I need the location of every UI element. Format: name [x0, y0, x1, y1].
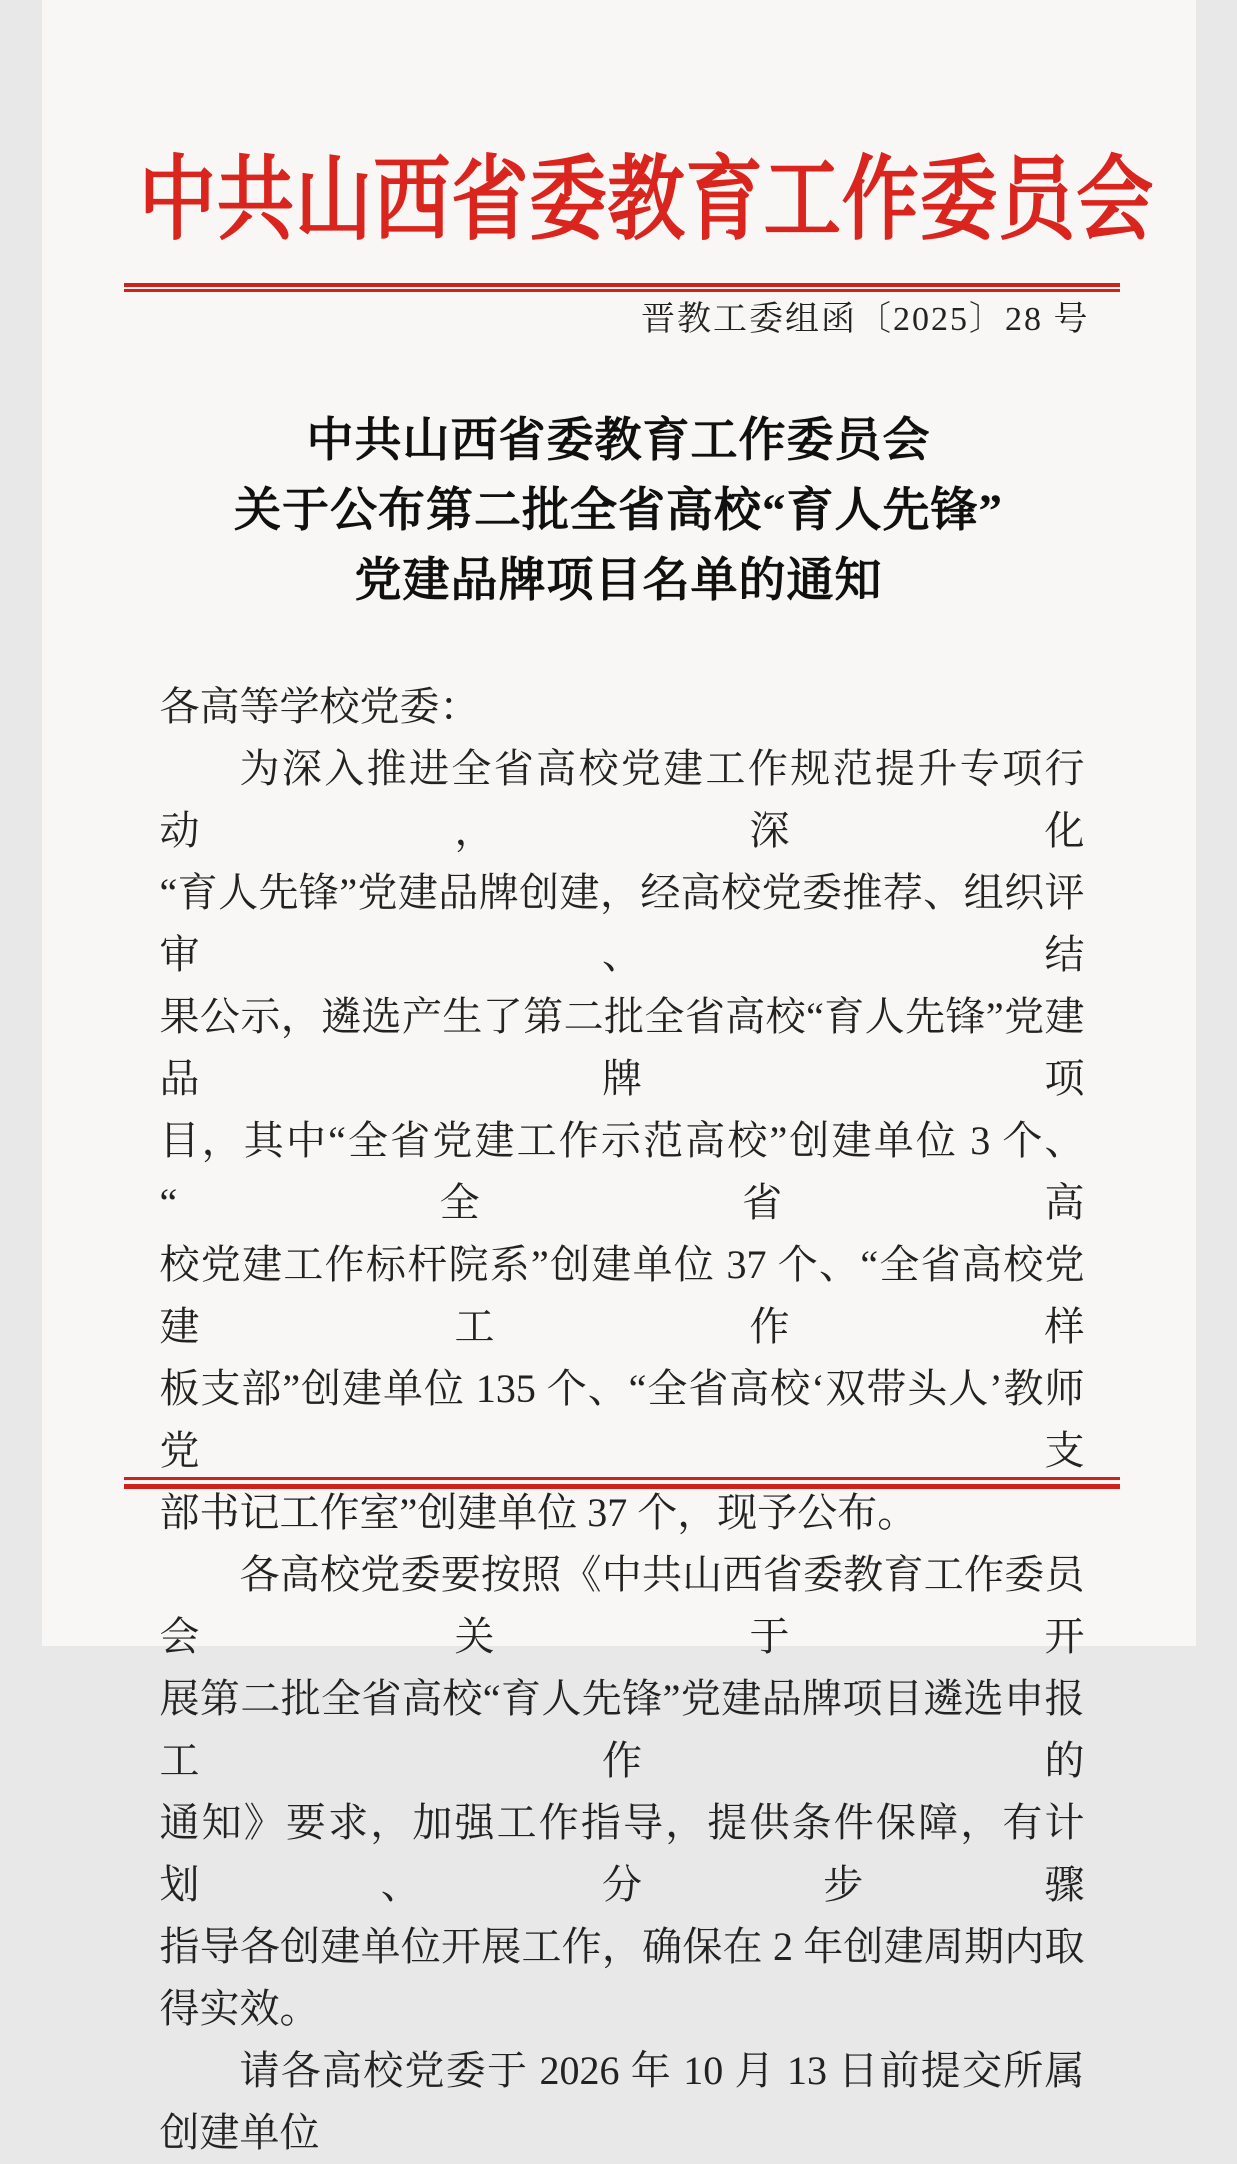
paragraph-2-line: 指导各创建单位开展工作，确保在 2 年创建周期内取得实效。: [159, 1924, 1085, 2031]
paragraph-1-line: 目，其中“全省党建工作示范高校”创建单位 3 个、“全省高: [159, 1118, 1085, 1225]
title-line-2: 关于公布第二批全省高校“育人先锋”: [234, 485, 1003, 537]
paragraph-2-line: 通知》要求，加强工作指导，提供条件保障，有计划、分步骤: [159, 1800, 1085, 1907]
document-number: 晋教工委组函〔2025〕28 号: [641, 301, 1090, 338]
paragraph-1-line: 为深入推进全省高校党建工作规范提升专项行动，深化: [159, 746, 1085, 853]
salutation-line: 各高等学校党委：: [159, 684, 480, 729]
title-line-1: 中共山西省委教育工作委员会: [306, 415, 931, 467]
header-rule-thin-bar: [124, 289, 1120, 292]
footer-rule-thick-bar: [124, 1484, 1120, 1489]
paragraph-3-line: 请各高校党委于 2026 年 10 月 13 日前提交所属创建单位: [159, 2048, 1085, 2155]
paragraph-2-line: 展第二批全省高校“育人先锋”党建品牌项目遴选申报工作的: [159, 1676, 1085, 1783]
paragraph-1-line: “育人先锋”党建品牌创建，经高校党委推荐、组织评审、结: [159, 870, 1085, 977]
paragraph-1-line: 部书记工作室”创建单位 37 个，现予公布。: [159, 1490, 918, 1535]
agency-masthead: [42, 148, 1196, 252]
document-title: [42, 406, 1196, 616]
paragraph-1-line: 板支部”创建单位 135 个、“全省高校‘双带头人’教师党支: [159, 1366, 1085, 1473]
paragraph-1-line: 果公示，遴选产生了第二批全省高校“育人先锋”党建品牌项: [159, 994, 1085, 1101]
document-body: [160, 676, 1085, 2164]
paragraph-1-line: 校党建工作标杆院系”创建单位 37 个、“全省高校党建工作样: [159, 1242, 1085, 1349]
title-line-3: 党建品牌项目名单的通知: [354, 555, 883, 607]
header-double-rule: [124, 283, 1120, 292]
paragraph-2-line: 各高校党委要按照《中共山西省委教育工作委员会关于开: [159, 1552, 1085, 1659]
footer-double-rule: [124, 1477, 1120, 1489]
official-document-page: [42, 0, 1196, 2155]
agency-name-text: 中共山西省委教育工作委员会: [138, 149, 1154, 251]
